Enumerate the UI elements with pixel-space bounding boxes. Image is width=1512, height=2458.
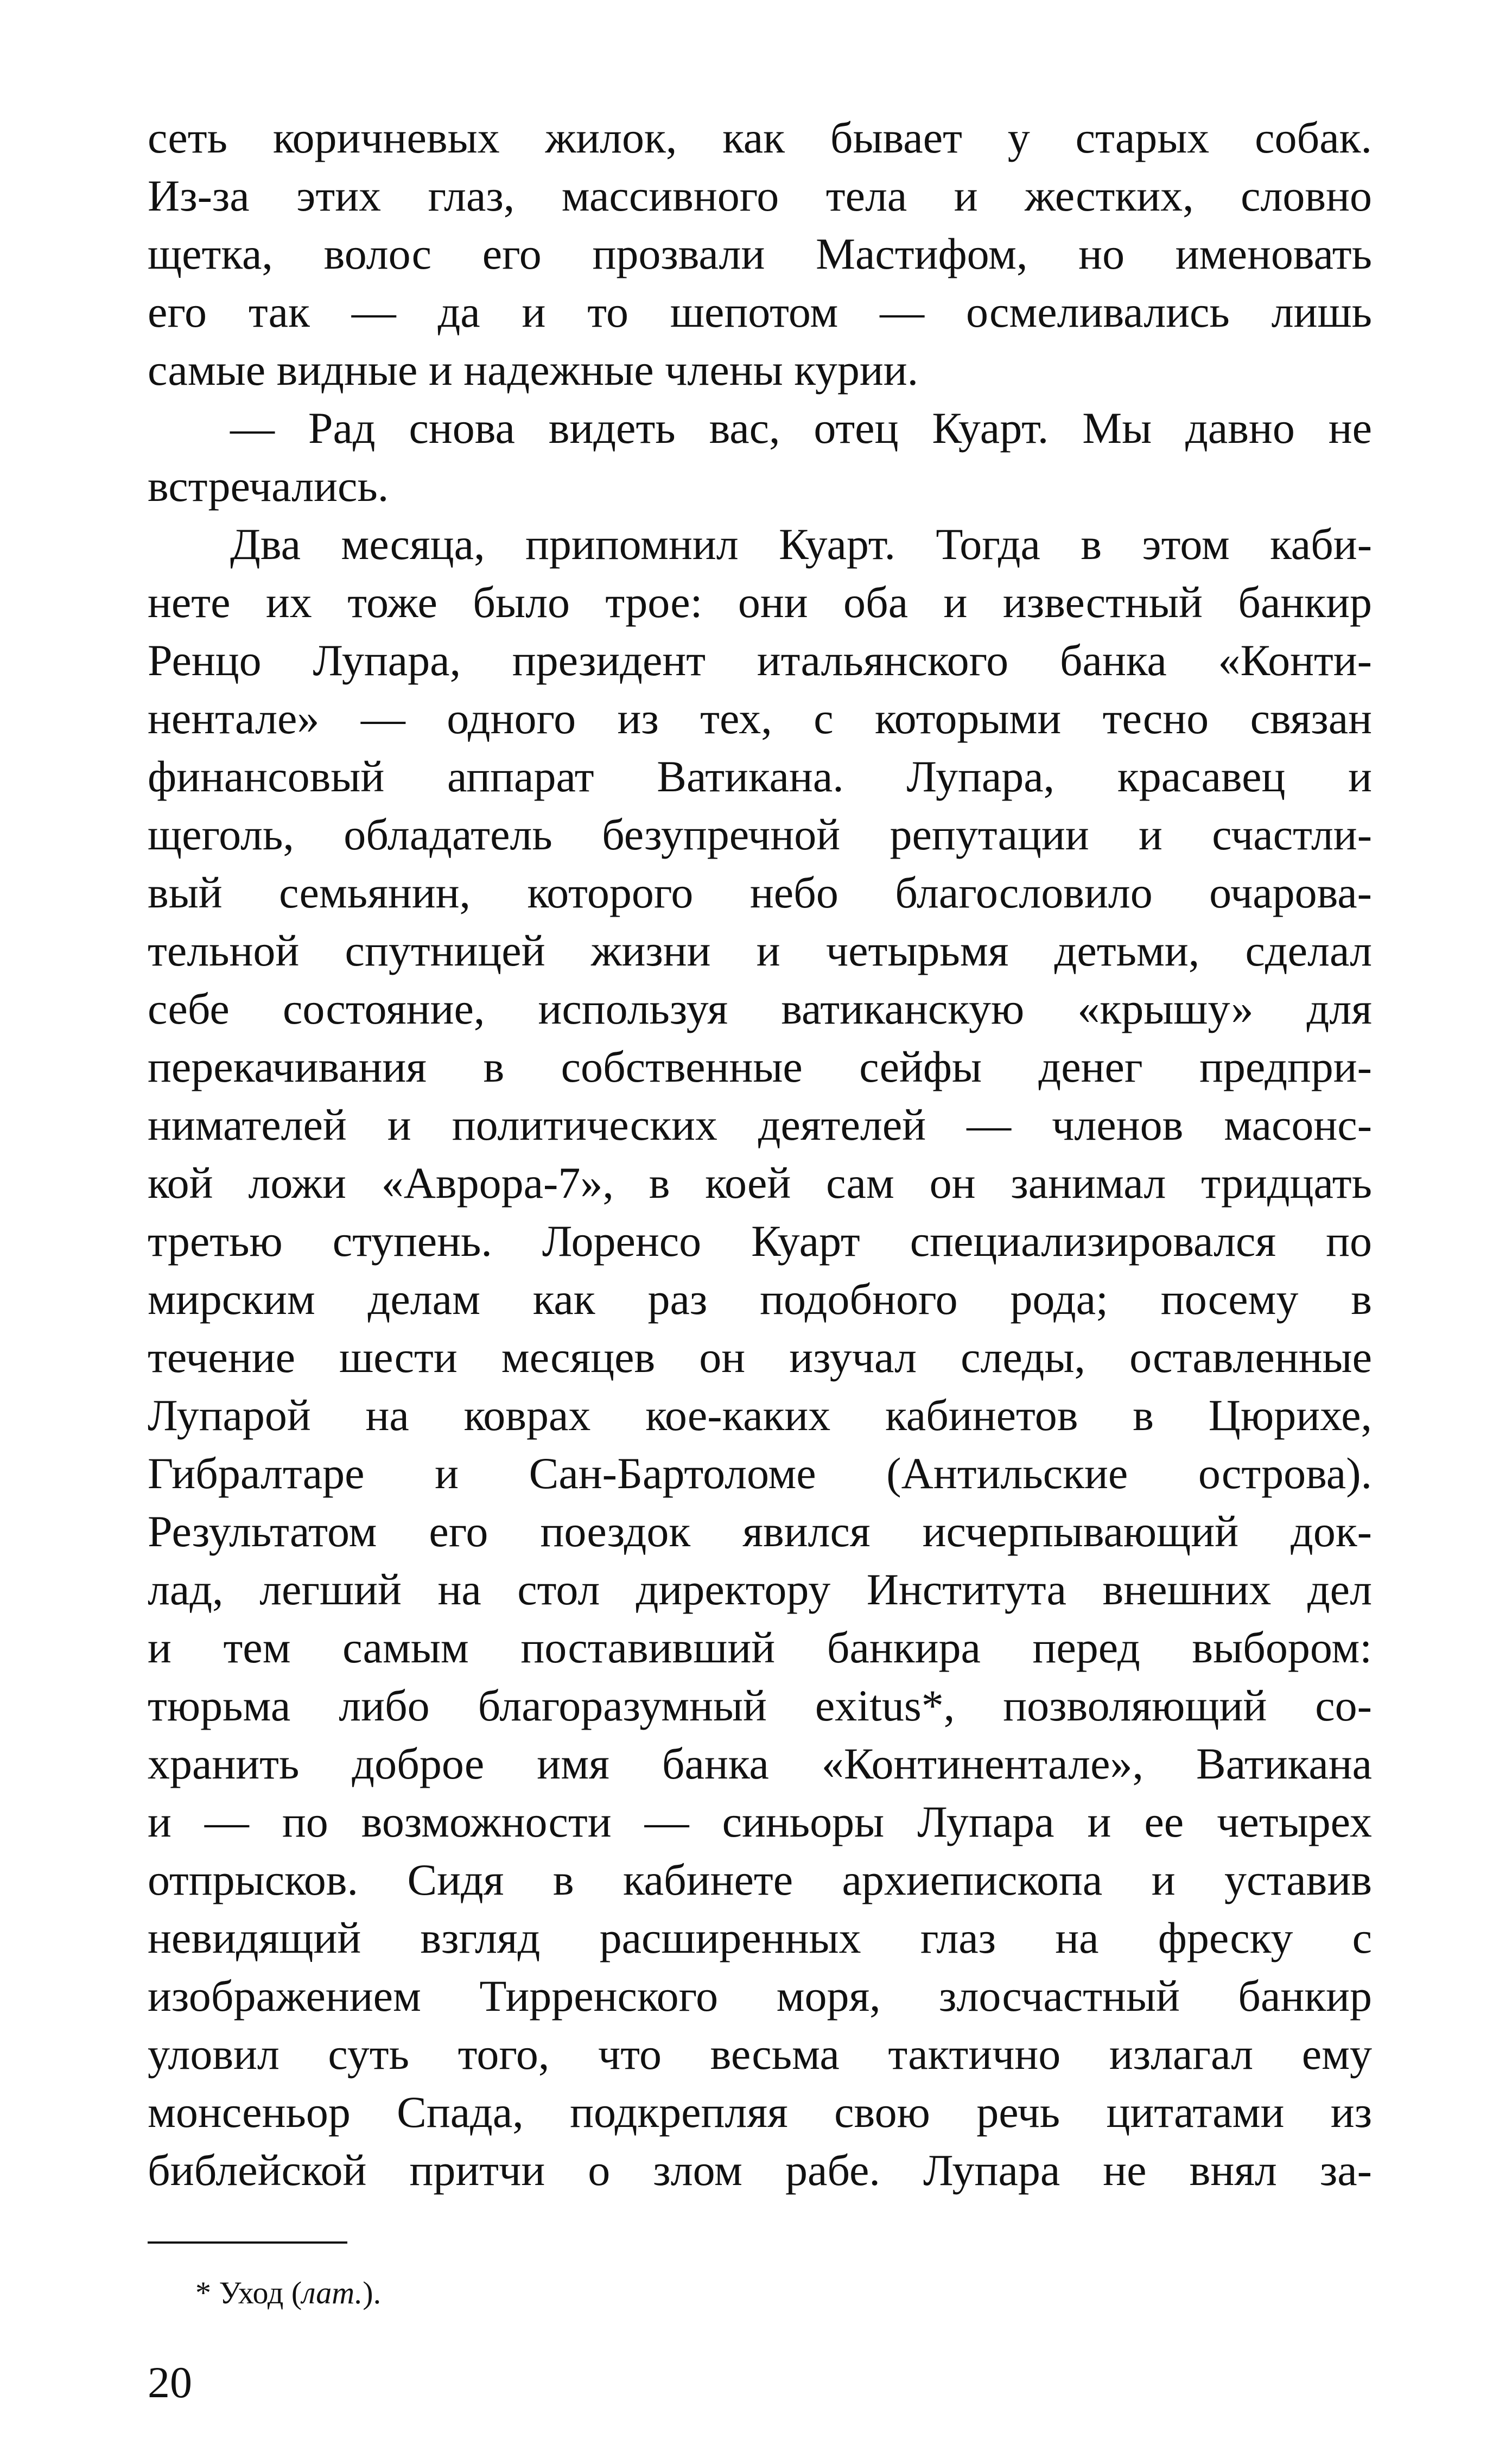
text-line: финансовый аппарат Ватикана. Лупара, красавец и bbox=[148, 752, 1372, 801]
text-line: отпрысков. Сидя в кабинете архиепископа и уставив bbox=[148, 1855, 1372, 1904]
paragraph-2 bbox=[148, 399, 1372, 515]
text-line: изображением Тирренского моря, злосчастный банкир bbox=[148, 1971, 1372, 2021]
text-line: невидящий взгляд расширенных глаз на фреску с bbox=[148, 1913, 1372, 1962]
text-line: библейской притчи о злом рабе. Лупара не внял за- bbox=[148, 2145, 1372, 2195]
footnote-divider bbox=[148, 2241, 347, 2244]
page-number: 20 bbox=[148, 2358, 192, 2407]
text-line: нимателей и политических деятелей — членов масонс- bbox=[148, 1100, 1372, 1149]
text-line: самые видные и надежные члены курии. bbox=[148, 345, 919, 395]
text-line: уловил суть того, что весьма тактично излагал ему bbox=[148, 2029, 1372, 2079]
text-line: третью ступень. Лоренсо Куарт специализировался по bbox=[148, 1216, 1372, 1266]
text-line: его так — да и то шепотом — осмеливались лишь bbox=[148, 287, 1372, 336]
text-line: Гибралтаре и Сан-Бартоломе (Антильские острова). bbox=[148, 1449, 1372, 1498]
text-line: щетка, волос его прозвали Мастифом, но именовать bbox=[148, 229, 1372, 278]
text-line: нете их тоже было трое: они оба и известный банкир bbox=[148, 577, 1372, 627]
page-text bbox=[148, 109, 1372, 2199]
text-line: мирским делам как раз подобного рода; посему в bbox=[148, 1274, 1372, 1324]
paragraph-3 bbox=[148, 515, 1372, 2199]
text-line: Результатом его поездок явился исчерпывающий док- bbox=[148, 1507, 1372, 1556]
text-line: Два месяца, припомнил Куарт. Тогда в этом каби- bbox=[230, 519, 1372, 569]
text-line: сеть коричневых жилок, как бывает у старых собак. bbox=[148, 113, 1372, 162]
footnote-language: лат. bbox=[302, 2275, 363, 2310]
text-line: и — по возможности — синьоры Лупара и ее четырех bbox=[148, 1797, 1372, 1846]
footnote bbox=[195, 2274, 381, 2312]
text-line: себе состояние, используя ватиканскую «крышу» для bbox=[148, 984, 1372, 1033]
text-line: встречались. bbox=[148, 461, 389, 511]
text-line: хранить доброе имя банка «Континентале», Ватикана bbox=[148, 1739, 1372, 1788]
text-line: тельной спутницей жизни и четырьмя детьми, сделал bbox=[148, 926, 1372, 975]
text-line: Из-за этих глаз, массивного тела и жестких, словно bbox=[148, 171, 1372, 220]
text-line: — Рад снова видеть вас, отец Куарт. Мы давно не bbox=[230, 403, 1372, 453]
text-line: кой ложи «Аврора-7», в коей сам он занимал тридцать bbox=[148, 1158, 1372, 1208]
text-line: нентале» — одного из тех, с которыми тесно связан bbox=[148, 694, 1372, 743]
text-line: тюрьма либо благоразумный exitus*, позволяющий со- bbox=[148, 1681, 1372, 1730]
text-line: лад, легший на стол директору Института внешних дел bbox=[148, 1565, 1372, 1614]
text-line: щеголь, обладатель безупречной репутации и счастли- bbox=[148, 810, 1372, 859]
footnote-marker: * Уход ( bbox=[195, 2275, 302, 2310]
text-line: Ренцо Лупара, президент итальянского банка «Конти- bbox=[148, 636, 1372, 685]
text-line: и тем самым поставивший банкира перед выбором: bbox=[148, 1623, 1372, 1672]
footnote-closing: ). bbox=[363, 2275, 382, 2310]
text-line: перекачивания в собственные сейфы денег предпри- bbox=[148, 1042, 1372, 1091]
text-line: течение шести месяцев он изучал следы, оставленные bbox=[148, 1332, 1372, 1382]
paragraph-1 bbox=[148, 109, 1372, 399]
text-line: Лупарой на коврах кое-каких кабинетов в Цюрихе, bbox=[148, 1390, 1372, 1440]
text-line: вый семьянин, которого небо благословило очарова- bbox=[148, 868, 1372, 917]
text-line: монсеньор Спада, подкрепляя свою речь цитатами из bbox=[148, 2087, 1372, 2137]
